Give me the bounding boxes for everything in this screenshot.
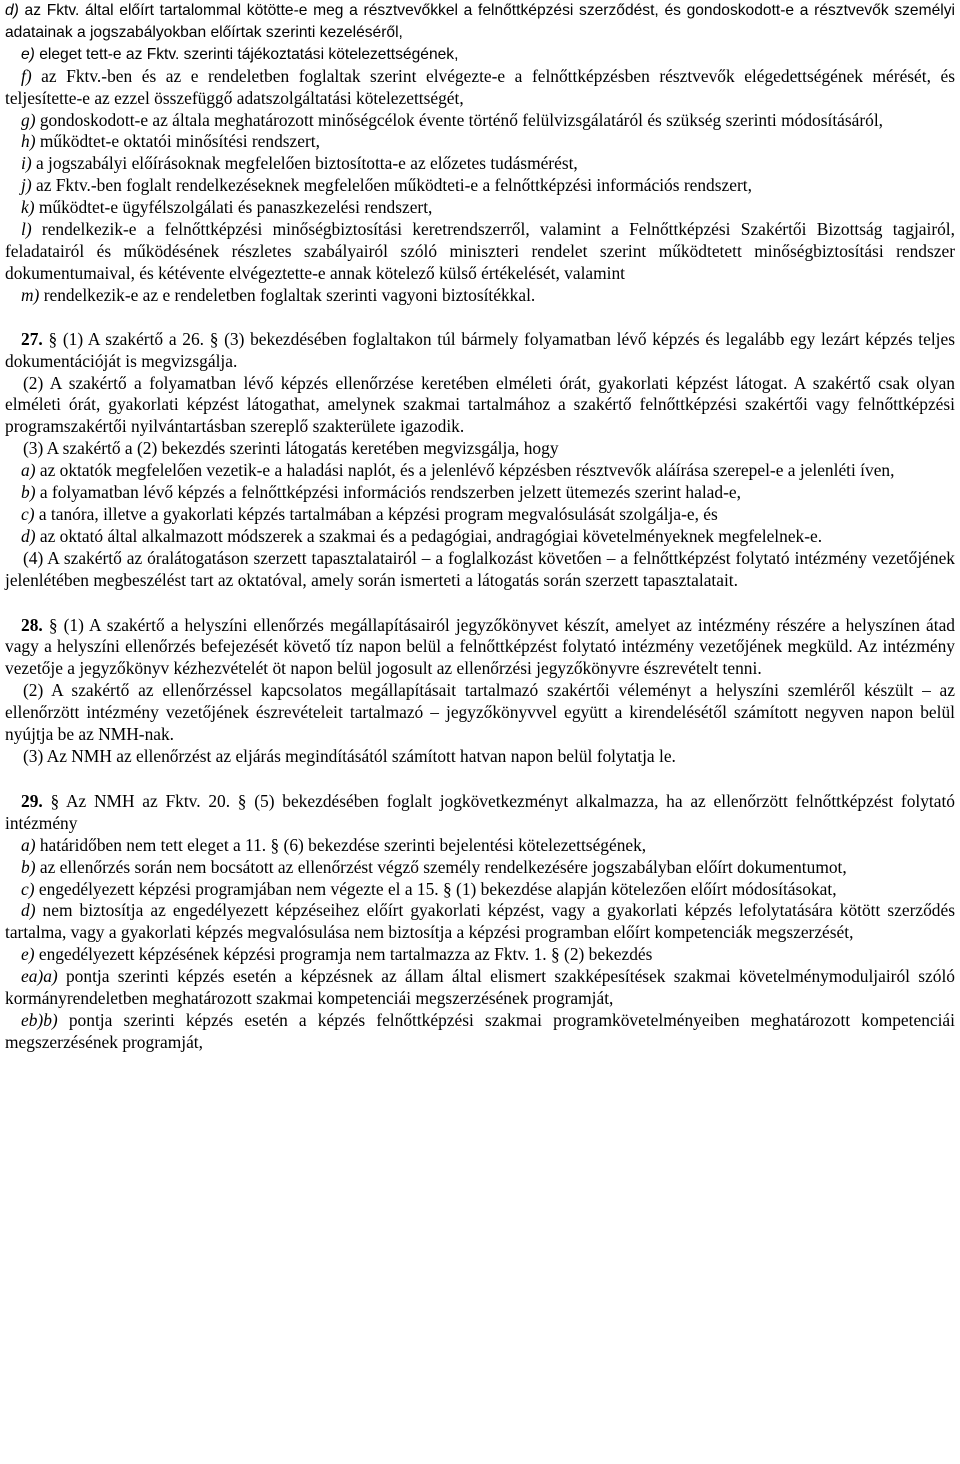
item-label: i) (21, 153, 32, 174)
item-label: k) (21, 197, 35, 218)
list-item (5, 482, 955, 504)
item-text: az ellenőrzés során nem bocsátott az ellenőrzést végző személy rendelkezésére jogszabályban előírt dokumentumot, (35, 856, 847, 877)
list-item (5, 900, 955, 944)
item-text: engedélyezett képzési programjában nem végezte el a 15. § (1) bekezdése alapján kötelezően előírt módosításokat, (34, 878, 837, 899)
list-item (5, 857, 955, 879)
list-item (5, 944, 955, 966)
list-item (5, 131, 955, 153)
section-29-paragraph-1 (5, 791, 955, 835)
list-item (5, 966, 955, 1010)
list-item (5, 879, 955, 901)
list-item (5, 110, 955, 132)
section-number: 27. (21, 328, 43, 349)
item-label: b) (21, 856, 36, 877)
list-item (5, 197, 955, 219)
list-item (5, 44, 955, 66)
item-text: pontja szerinti képzés esetén a képzésnek az állam által elismert szakképesítések szakmai követelménymoduljairól szóló kormányrendeletben meghatározott szakmai kompetenciái megszerzésének programját, (5, 966, 955, 1009)
item-text: az Fktv.-ben és az e rendeletben foglaltak szerint elvégezte-e a felnőttképzésben résztvevők elégedettségének mérését, és teljesítette-e az ezzel összefüggő adatszolgáltatási kötelezettségét, (5, 65, 955, 108)
item-text: pontja szerinti képzés esetén a képzés felnőttképzési szakmai programkövetelményeiben meghatározott kompetenciái megszerzésének programját, (5, 1009, 955, 1052)
item-text: rendelkezik-e az e rendeletben foglaltak szerinti vagyoni biztosítékkal. (39, 284, 536, 305)
item-label: f) (21, 65, 32, 86)
list-item (5, 526, 955, 548)
section-27-paragraph-2: (2) A szakértő a folyamatban lévő képzés ellenőrzése keretében elméleti órát, gyakorlati képzést látogat. A szakértő csak olyan elméleti órát, gyakorlati képzést látogathat, amelynek szakmai tartalmához a szakértő felnőttképzési szakértői vagy felnőttképzési programszakértői nyilvántartásban szereplő szakterülete igazodik. (5, 372, 955, 437)
list-item (5, 0, 955, 44)
item-label: l) (21, 219, 32, 240)
item-label: j) (21, 175, 32, 196)
item-label: m) (21, 284, 40, 305)
paragraph-text: § (1) A szakértő a helyszíni ellenőrzés megállapításairól jegyzőkönyvet készít, amelyet az intézmény részére a helyszínen átad vagy a helyszíni ellenőrzés befejezését követő tíz napon belül a felnőttképzést folytató intézmény vezetőjének megküld. Az intézmény vezetője a jegyzőkönyv kézhezvételét öt napon belül jogosult az ellenőrzési jegyzőkönyvre észrevételt tenni. (5, 614, 955, 679)
list-item (5, 175, 955, 197)
item-text: határidőben nem tett eleget a 11. § (6) bekezdése szerinti bejelentési kötelezettségének, (35, 834, 647, 855)
item-text: nem biztosítja az engedélyezett képzéseihez előírt gyakorlati képzést, vagy a gyakorlati képzés lefolytatására kötött szerződés tartalma, vagy a gyakorlati képzés megvalósulása nem biztosítja a képzési programban előírt kompetenciák megszerzését, (5, 900, 955, 943)
list-item (5, 460, 955, 482)
item-text: rendelkezik-e a felnőttképzési minőségbiztosítási keretrendszerről, valamint a Felnőttképzési Szakértői Bizottság tagjairól, feladatairól és működésének részletes szabályairól szóló miniszteri rendelet szerint működtetett minőségbiztosítási rendszer dokumentumaival, és kétévente elvégeztette-e annak kötelező külső értékelését, valamint (5, 219, 955, 283)
item-label: d) (21, 900, 36, 921)
item-label: b) (21, 482, 36, 503)
item-text: az oktatók megfelelően vezetik-e a haladási naplót, és a jelenlévő képzésben résztvevők aláírása szerepel-e a jelenléti íven, (35, 460, 895, 481)
item-text: az Fktv. által előírt tartalommal kötötte-e meg a résztvevőkkel a felnőttképzési szerződést, és gondoskodott-e a résztvevők személyi adatainak a jogszabályokban előírtak szerinti kezeléséről, (5, 2, 955, 41)
item-label: eb)b) (21, 1009, 58, 1030)
item-label: d) (5, 2, 19, 19)
paragraph-text: § (1) A szakértő a 26. § (3) bekezdésében foglaltakon túl bármely folyamatban lévő képzés és legalább egy lezárt képzés teljes dokumentációját is megvizsgálja. (5, 328, 955, 371)
item-text: működtet-e ügyfélszolgálati és panaszkezelési rendszert, (34, 197, 433, 218)
item-label: d) (21, 525, 36, 546)
item-label: a) (21, 460, 36, 481)
item-text: eleget tett-e az Fktv. szerinti tájékoztatási kötelezettségének, (34, 45, 459, 63)
section-28-paragraph-1 (5, 615, 955, 681)
list-item (5, 153, 955, 175)
item-label: ea)a) (21, 966, 58, 987)
item-label: e) (21, 944, 35, 965)
section-28-paragraph-2: (2) A szakértő az ellenőrzéssel kapcsolatos megállapításait tartalmazó szakértői véleményt a helyszíni szemléről készült – az ellenőrzött intézmény vezetőjének észrevételeit tartalmazó – jegyzőkönyvvel együtt a kirendelésétől számított negyven napon belül nyújtja be az NMH-nak. (5, 680, 955, 745)
list-item (5, 66, 955, 110)
item-text: a jogszabályi előírásoknak megfelelően biztosította-e az előzetes tudásmérést, (31, 153, 578, 174)
list-item (5, 285, 955, 307)
list-item (5, 835, 955, 857)
item-label: h) (21, 131, 36, 152)
item-label: c) (21, 878, 35, 899)
section-27-paragraph-4: (4) A szakértő az óralátogatáson szerzett tapasztalatairól – a foglalkozást követően – a felnőttképzést folytató intézmény vezetőjének jelenlétében megbeszélést tart az oktatóval, amely során ismerteti a látogatás során szerzett tapasztalatait. (5, 547, 955, 590)
item-text: működtet-e oktatói minősítési rendszert, (35, 131, 320, 152)
item-text: az Fktv.-ben foglalt rendelkezéseknek megfelelően működteti-e a felnőttképzési információs rendszert, (31, 175, 752, 196)
item-text: a folyamatban lévő képzés a felnőttképzési információs rendszerben jelzett ütemezés szerint halad-e, (35, 482, 741, 503)
section-number: 28. (21, 614, 43, 635)
list-item (5, 1010, 955, 1054)
section-28-paragraph-3: (3) Az NMH az ellenőrzést az eljárás megindításától számított hatvan napon belül folytatja le. (23, 746, 676, 766)
item-label: c) (21, 503, 35, 524)
item-label: a) (21, 834, 36, 855)
item-text: az oktató által alkalmazott módszerek a szakmai és a pedagógiai, andragógiai követelményeknek megfelelnek-e. (35, 525, 823, 546)
item-text: gondoskodott-e az általa meghatározott minőségcélok évente történő felülvizsgálatáról és szükség szerinti módosításáról, (35, 109, 884, 130)
list-item (5, 219, 955, 285)
document-page (5, 0, 955, 1054)
item-label: e) (21, 45, 35, 63)
item-text: engedélyezett képzésének képzési programja nem tartalmazza az Fktv. 1. § (2) bekezdés (34, 944, 653, 965)
item-text: a tanóra, illetve a gyakorlati képzés tartalmában a képzési program megvalósulását szolgálja-e, és (34, 503, 718, 524)
section-27-paragraph-1 (5, 329, 955, 373)
section-number: 29. (21, 790, 43, 811)
section-27-paragraph-3: (3) A szakértő a (2) bekezdés szerinti látogatás keretében megvizsgálja, hogy (23, 438, 559, 459)
item-label: g) (21, 109, 36, 130)
list-item (5, 504, 955, 526)
paragraph-text: § Az NMH az Fktv. 20. § (5) bekezdésében foglalt jogkövetkezményt alkalmazza, ha az ellenőrzött felnőttképzést folytató intézmény (5, 790, 955, 833)
